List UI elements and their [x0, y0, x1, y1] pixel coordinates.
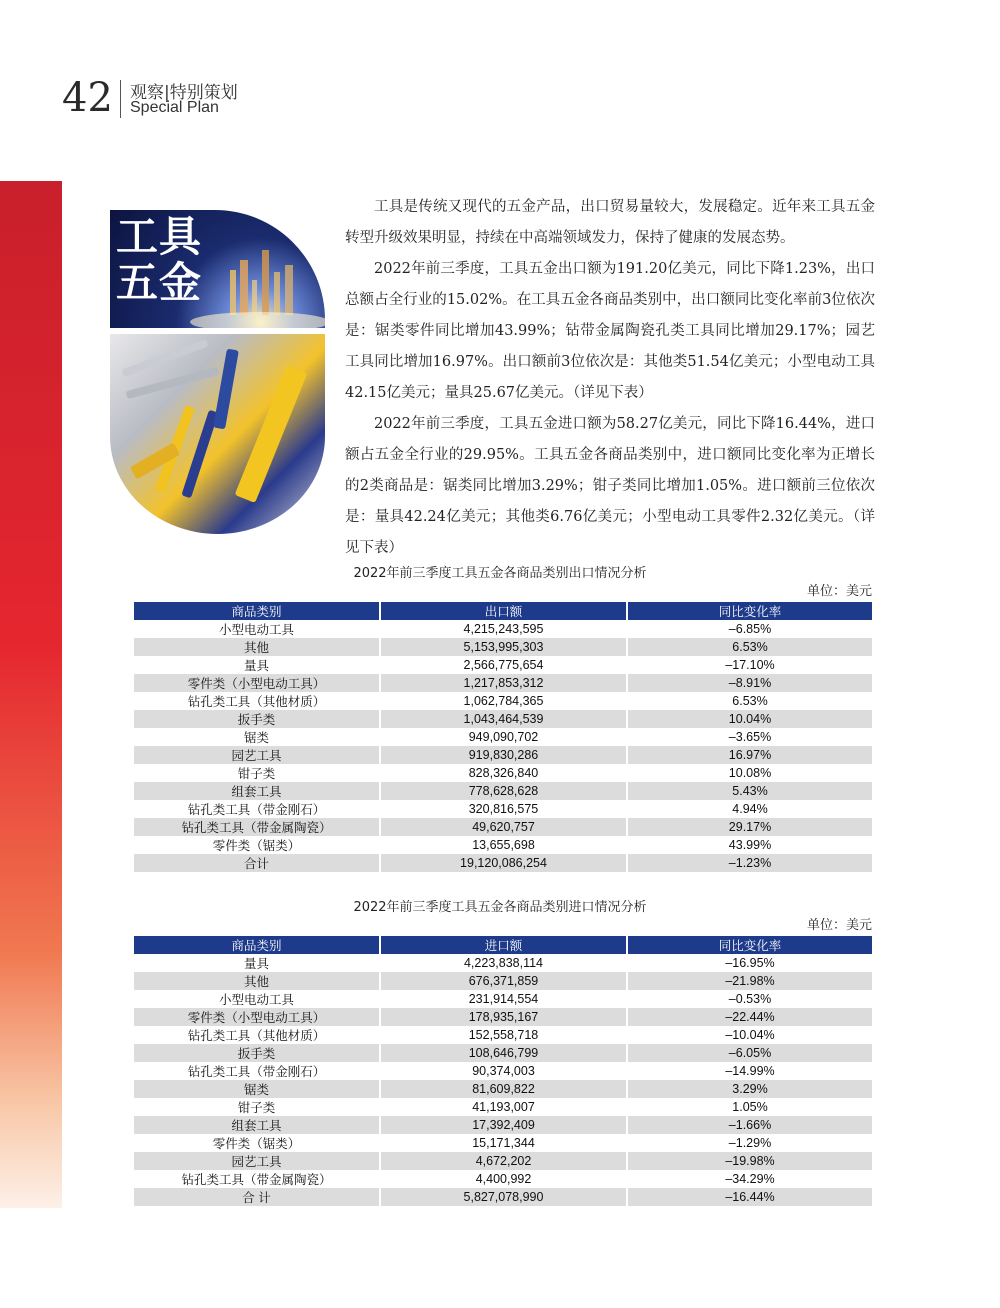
section-subtitle: Special Plan: [130, 99, 219, 116]
amount-cell: 4,223,838,114: [380, 954, 627, 972]
hero-title-line1: 工具: [116, 212, 203, 261]
table-row: [134, 1134, 872, 1152]
change-rate-cell: 4.94%: [627, 800, 872, 818]
amount-cell: 178,935,167: [380, 1008, 627, 1026]
column-header: 同比变化率: [627, 602, 872, 620]
category-cell: 其他: [134, 638, 380, 656]
amount-cell: 90,374,003: [380, 1062, 627, 1080]
change-rate-cell: 1.05%: [627, 1098, 872, 1116]
amount-cell: 4,215,243,595: [380, 620, 627, 638]
change-rate-cell: 43.99%: [627, 836, 872, 854]
amount-cell: 4,400,992: [380, 1170, 627, 1188]
category-cell: 小型电动工具: [134, 620, 380, 638]
table-row: [134, 1044, 872, 1062]
amount-cell: 2,566,775,654: [380, 656, 627, 674]
table-row: [134, 656, 872, 674]
change-rate-cell: 6.53%: [627, 638, 872, 656]
table-row: [134, 972, 872, 990]
change-rate-cell: 6.53%: [627, 692, 872, 710]
amount-cell: 17,392,409: [380, 1116, 627, 1134]
table-row: [134, 746, 872, 764]
category-cell: 钻孔类工具（带金刚石）: [134, 1062, 380, 1080]
import-table: [134, 936, 872, 1206]
change-rate-cell: –22.44%: [627, 1008, 872, 1026]
amount-cell: 778,628,628: [380, 782, 627, 800]
table-row: [134, 710, 872, 728]
amount-cell: 41,193,007: [380, 1098, 627, 1116]
article-paragraph: 2022年前三季度，工具五金出口额为191.20亿美元，同比下降1.23%，出口总额占全行业的15.02%。在工具五金各商品类别中，出口额同比变化率前3位依次是：锯类零件同比增加43.99%；钻带金属陶瓷孔类工具同比增加29.17%；园艺工具同比增加16.97%。出口额前3位依次是：其他类51.54亿美元；小型电动工具42.15亿美元；量具25.67亿美元。（详见下表）: [345, 261, 875, 401]
export-table-title: 2022年前三季度工具五金各商品类别出口情况分析: [353, 566, 647, 581]
change-rate-cell: 3.29%: [627, 1080, 872, 1098]
category-cell: 钻孔类工具（带金刚石）: [134, 800, 380, 818]
amount-cell: 4,672,202: [380, 1152, 627, 1170]
change-rate-cell: 10.08%: [627, 764, 872, 782]
change-rate-cell: –8.91%: [627, 674, 872, 692]
category-cell: 小型电动工具: [134, 990, 380, 1008]
amount-cell: 81,609,822: [380, 1080, 627, 1098]
amount-cell: 1,062,784,365: [380, 692, 627, 710]
amount-cell: 152,558,718: [380, 1026, 627, 1044]
table-row: [134, 1170, 872, 1188]
amount-cell: 5,153,995,303: [380, 638, 627, 656]
category-cell: 量具: [134, 954, 380, 972]
amount-cell: 949,090,702: [380, 728, 627, 746]
table-row: [134, 800, 872, 818]
table-row: [134, 1098, 872, 1116]
category-cell: 组套工具: [134, 1116, 380, 1134]
amount-cell: 1,217,853,312: [380, 674, 627, 692]
category-cell: 钻孔类工具（其他材质）: [134, 1026, 380, 1044]
wrench-graphic: [121, 339, 208, 377]
decorative-side-bar: [0, 181, 62, 1208]
table-row: [134, 728, 872, 746]
amount-cell: 19,120,086,254: [380, 854, 627, 872]
hero-title-line2: 五金: [116, 258, 203, 307]
table-row: [134, 1008, 872, 1026]
table-row: [134, 764, 872, 782]
wrench-graphic: [126, 367, 220, 399]
table-row: [134, 782, 872, 800]
change-rate-cell: –3.65%: [627, 728, 872, 746]
change-rate-cell: –0.53%: [627, 990, 872, 1008]
change-rate-cell: –1.23%: [627, 854, 872, 872]
table-row: [134, 674, 872, 692]
category-cell: 量具: [134, 656, 380, 674]
table-row: [134, 990, 872, 1008]
table-row: [134, 1152, 872, 1170]
category-cell: 扳手类: [134, 710, 380, 728]
amount-cell: 828,326,840: [380, 764, 627, 782]
section-title: 观察|特别策划: [130, 83, 238, 103]
amount-cell: 5,827,078,990: [380, 1188, 627, 1206]
amount-cell: 108,646,799: [380, 1044, 627, 1062]
column-header: 商品类别: [134, 936, 380, 954]
category-cell: 钳子类: [134, 764, 380, 782]
header-divider: [120, 80, 121, 118]
category-cell: 合 计: [134, 1188, 380, 1206]
page-number: 42: [62, 75, 113, 121]
wrench-graphic: [213, 349, 239, 430]
change-rate-cell: –10.04%: [627, 1026, 872, 1044]
category-cell: 其他: [134, 972, 380, 990]
change-rate-cell: –21.98%: [627, 972, 872, 990]
table-row: [134, 1026, 872, 1044]
change-rate-cell: –16.95%: [627, 954, 872, 972]
table-row: [134, 854, 872, 872]
category-cell: 钻孔类工具（带金属陶瓷）: [134, 818, 380, 836]
hero-city-night-image: [110, 210, 325, 328]
article-paragraph: 工具是传统又现代的五金产品，出口贸易量较大，发展稳定。近年来工具五金转型升级效果明显，持续在中高端领域发力，保持了健康的发展态势。: [345, 199, 875, 246]
hero-tools-image: [110, 334, 325, 534]
hero-image: [110, 210, 325, 535]
amount-cell: 1,043,464,539: [380, 710, 627, 728]
category-cell: 锯类: [134, 728, 380, 746]
category-cell: 零件类（锯类）: [134, 1134, 380, 1152]
category-cell: 零件类（小型电动工具）: [134, 1008, 380, 1026]
table-row: [134, 1188, 872, 1206]
table-row: [134, 1116, 872, 1134]
change-rate-cell: –6.05%: [627, 1044, 872, 1062]
amount-cell: 13,655,698: [380, 836, 627, 854]
change-rate-cell: –6.85%: [627, 620, 872, 638]
category-cell: 钻孔类工具（其他材质）: [134, 692, 380, 710]
category-cell: 零件类（锯类）: [134, 836, 380, 854]
amount-cell: 15,171,344: [380, 1134, 627, 1152]
amount-cell: 676,371,859: [380, 972, 627, 990]
table-row: [134, 818, 872, 836]
category-cell: 合计: [134, 854, 380, 872]
column-header: 出口额: [380, 602, 627, 620]
category-cell: 扳手类: [134, 1044, 380, 1062]
column-header: 进口额: [380, 936, 627, 954]
change-rate-cell: –17.10%: [627, 656, 872, 674]
export-table: [134, 602, 872, 872]
column-header: 同比变化率: [627, 936, 872, 954]
category-cell: 锯类: [134, 1080, 380, 1098]
amount-cell: 320,816,575: [380, 800, 627, 818]
skyline-graphic: [110, 210, 325, 328]
article-body: [345, 192, 875, 564]
category-cell: 零件类（小型电动工具）: [134, 674, 380, 692]
table-header-row: [134, 602, 872, 620]
import-table-title: 2022年前三季度工具五金各商品类别进口情况分析: [353, 900, 647, 915]
table-row: [134, 836, 872, 854]
category-cell: 园艺工具: [134, 746, 380, 764]
change-rate-cell: –19.98%: [627, 1152, 872, 1170]
table-header-row: [134, 936, 872, 954]
change-rate-cell: 16.97%: [627, 746, 872, 764]
column-header: 商品类别: [134, 602, 380, 620]
category-cell: 组套工具: [134, 782, 380, 800]
article-paragraph: 2022年前三季度，工具五金进口额为58.27亿美元，同比下降16.44%，进口额占五金全行业的29.95%。工具五金各商品类别中，进口额同比变化率为正增长的2类商品是：锯类同比增加3.29%；钳子类同比增加1.05%。进口额前三位依次是：量具42.24亿美元；其他类6.76亿美元；小型电动工具零件2.32亿美元。（详见下表）: [345, 416, 876, 556]
change-rate-cell: 10.04%: [627, 710, 872, 728]
change-rate-cell: –34.29%: [627, 1170, 872, 1188]
table-row: [134, 1080, 872, 1098]
amount-cell: 919,830,286: [380, 746, 627, 764]
table-row: [134, 1062, 872, 1080]
change-rate-cell: 5.43%: [627, 782, 872, 800]
category-cell: 钻孔类工具（带金属陶瓷）: [134, 1170, 380, 1188]
import-table-unit: 单位：美元: [806, 918, 872, 933]
level-graphic: [235, 365, 308, 503]
table-row: [134, 954, 872, 972]
category-cell: 园艺工具: [134, 1152, 380, 1170]
table-row: [134, 692, 872, 710]
table-row: [134, 638, 872, 656]
change-rate-cell: –1.66%: [627, 1116, 872, 1134]
change-rate-cell: –1.29%: [627, 1134, 872, 1152]
change-rate-cell: –14.99%: [627, 1062, 872, 1080]
category-cell: 钳子类: [134, 1098, 380, 1116]
change-rate-cell: –16.44%: [627, 1188, 872, 1206]
change-rate-cell: 29.17%: [627, 818, 872, 836]
table-row: [134, 620, 872, 638]
export-table-unit: 单位：美元: [806, 584, 872, 599]
amount-cell: 231,914,554: [380, 990, 627, 1008]
amount-cell: 49,620,757: [380, 818, 627, 836]
